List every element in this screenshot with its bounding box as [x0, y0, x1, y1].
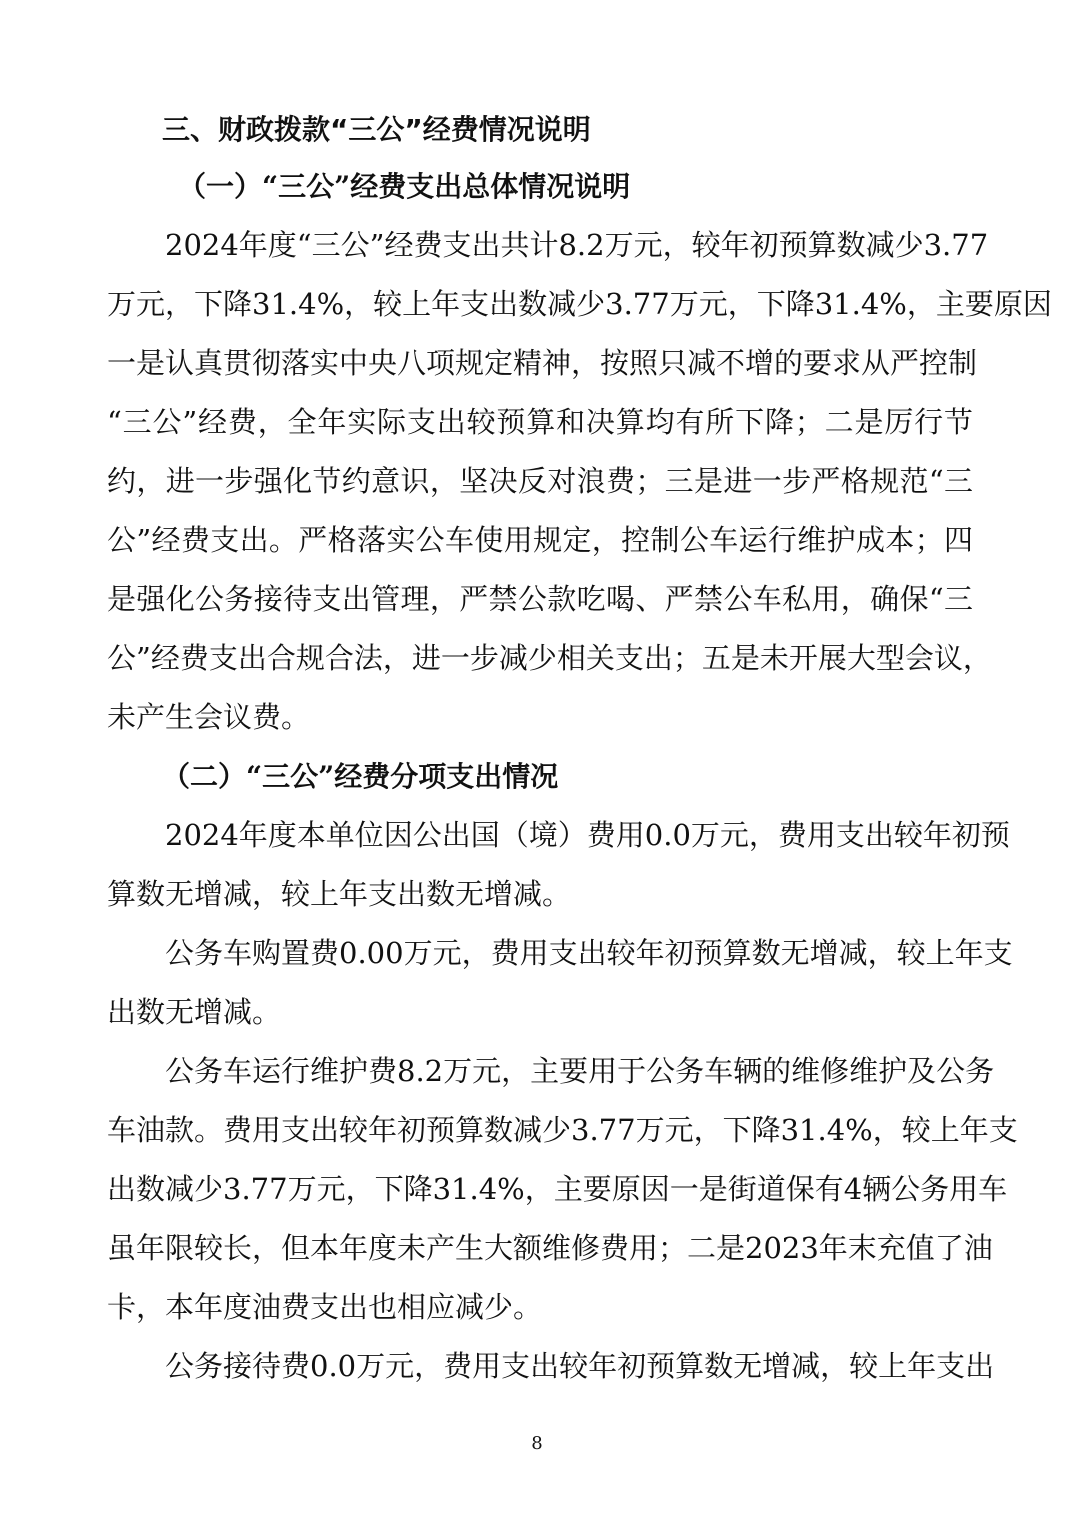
paragraph-line: 一是认真贯彻落实中央八项规定精神，按照只减不增的要求从严控制: [107, 346, 978, 380]
paragraph-line: 出数无增减。: [107, 995, 282, 1029]
paragraph-line: 虽年限较长，但本年度未产生大额维修费用；二是2023年末充值了油: [107, 1231, 993, 1265]
paragraph-line: 公务接待费0.0万元，费用支出较年初预算数无增减，较上年支出: [107, 1349, 995, 1383]
section-title: 三、财政拨款“三公”经费情况说明: [162, 113, 591, 146]
paragraph-line: 约，进一步强化节约意识，坚决反对浪费；三是进一步严格规范“三: [107, 464, 973, 498]
paragraph-line: 是强化公务接待支出管理，严禁公款吃喝、严禁公车私用，确保“三: [107, 582, 973, 616]
paragraph-line: 公务车购置费0.00万元，费用支出较年初预算数无增减，较上年支: [107, 936, 1013, 970]
paragraph-line: 2024年度“三公”经费支出共计8.2万元，较年初预算数减少3.77: [107, 228, 989, 262]
paragraph-line: 公务车运行维护费8.2万元，主要用于公务车辆的维修维护及公务: [107, 1054, 995, 1088]
paragraph-line: 万元，下降31.4%，较上年支出数减少3.77万元，下降31.4%，主要原因: [107, 287, 1052, 321]
paragraph-line: 卡，本年度油费支出也相应减少。: [107, 1290, 543, 1324]
page-number: 8: [531, 1433, 543, 1454]
paragraph-line: 公”经费支出合规合法，进一步减少相关支出；五是未开展大型会议，: [107, 641, 992, 675]
paragraph-line: 出数减少3.77万元，下降31.4%，主要原因一是街道保有4辆公务用车: [107, 1172, 1008, 1206]
subsection-1-title: （一）“三公”经费支出总体情况说明: [178, 170, 631, 203]
paragraph-line: “三公”经费，全年实际支出较预算和决算均有所下降；二是厉行节: [107, 405, 973, 439]
subsection-2-title: （二）“三公”经费分项支出情况: [162, 760, 559, 793]
paragraph-line: 算数无增减，较上年支出数无增减。: [107, 877, 572, 911]
paragraph-line: 车油款。费用支出较年初预算数减少3.77万元，下降31.4%，较上年支: [107, 1113, 1018, 1147]
paragraph-line: 2024年度本单位因公出国（境）费用0.0万元，费用支出较年初预: [107, 818, 1010, 852]
paragraph-line: 未产生会议费。: [107, 700, 311, 734]
paragraph-line: 公”经费支出。严格落实公车使用规定，控制公车运行维护成本；四: [107, 523, 973, 557]
